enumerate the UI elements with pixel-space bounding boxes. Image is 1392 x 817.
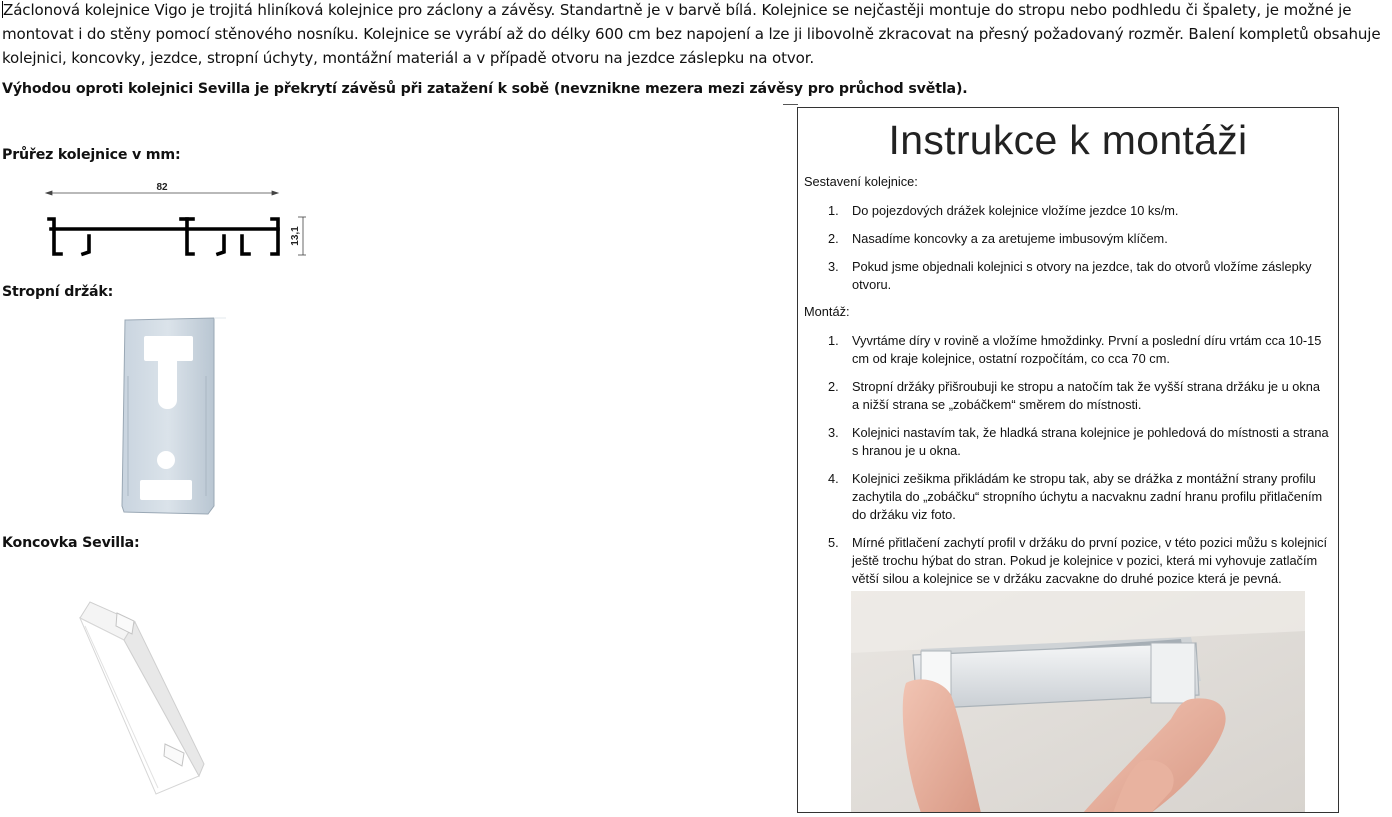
- cross-section-label: Průřez kolejnice v mm:: [2, 147, 181, 163]
- advantage-note: Výhodou oproti kolejnici Sevilla je překrytí závěsů při zatažení k sobě (nevznikne mezera mezi závěsy pro průchod světla).: [2, 81, 968, 97]
- end-cap-image: [72, 596, 207, 798]
- list-item: 2. Nasadíme koncovky a za aretujeme imbusovým klíčem.: [828, 231, 1168, 246]
- rail-profile-shape: [49, 219, 278, 254]
- list-item: 3. Pokud jsme objednali kolejnici s otvory na jezdce, tak do otvorů vložíme záslepky otvoru.: [828, 259, 1312, 292]
- instructions-title: Instrukce k montáži: [888, 117, 1248, 163]
- list-item: 5. Mírné přitlačení zachytí profil v držáku do první pozice, v této pozici můžu s kolejnicí ještě trochu hýbat do stran. Pokud je kolejnice v pozici, která mi vyhovuje zatlačím větší silou a kolejnice se v držáku zacvakne do druhé pozice která je pevná.: [828, 535, 1328, 586]
- installation-instructions-panel: [797, 107, 1339, 813]
- width-dimension-text: 82: [156, 182, 168, 193]
- mounting-heading: Montáž:: [804, 304, 850, 319]
- corner-mark: [783, 104, 798, 105]
- list-item: 2. Stropní držáky přišroubuji ke stropu a natočím tak že vyšší strana držáku je u okna a nižší strana se „zobáčkem“ směrem do místnosti.: [828, 379, 1321, 412]
- list-item: 3. Kolejnici nastavím tak, že hladká strana kolejnice je pohledová do místnosti a strana s hranou je u okna.: [828, 425, 1329, 458]
- list-item: 4. Kolejnici zešikma přikládám ke stropu tak, aby se drážka z montážní strany profilu zachytila do „zobáčku“ stropního úchytu a nacvaknu zadní hranu profilu přitlačením do držáku viz foto.: [828, 471, 1323, 522]
- list-item: 1. Vyvrtáme díry v rovině a vložíme hmoždinky. První a poslední díru vrtám cca 10-15 cm od kraje kolejnice, ostatní rozpočítám, co cca 70 cm.: [828, 333, 1322, 366]
- intro-text: Záclonová kolejnice Vigo je trojitá hliníková kolejnice pro záclony a závěsy. Standartně je v barvě bílá. Kolejnice se nejčastěji montuje do stropu nebo podhledu či špalety, je možné je montovat i do stěny pomocí stěnového nosníku. Kolejnice se vyrábí až do délky 600 cm bez napojení a lze ji libovolně zkracovat na přesný požadovaný rozměr. Balení kompletů obsahuje kolejnici, koncovky, jezdce, stropní úchyty, montážní materiál a v případě otvoru na jezdce záslepku na otvor.: [2, 1, 1381, 67]
- ceiling-holder-image: [118, 316, 233, 518]
- mounting-steps-list: [798, 332, 1338, 588]
- assembly-heading: Sestavení kolejnice:: [804, 174, 918, 189]
- assembly-steps-list: [798, 202, 1338, 294]
- list-item: 1. Do pojezdových drážek kolejnice vložíme jezdce 10 ks/m.: [828, 203, 1179, 218]
- intro-paragraph: [2, 0, 1392, 70]
- rail-cross-section-drawing: [40, 178, 320, 262]
- height-dimension-text: 13,1: [290, 226, 301, 246]
- mounting-photo: [851, 591, 1305, 813]
- ceiling-holder-label: Stropní držák:: [2, 284, 114, 300]
- end-cap-label: Koncovka Sevilla:: [2, 535, 140, 551]
